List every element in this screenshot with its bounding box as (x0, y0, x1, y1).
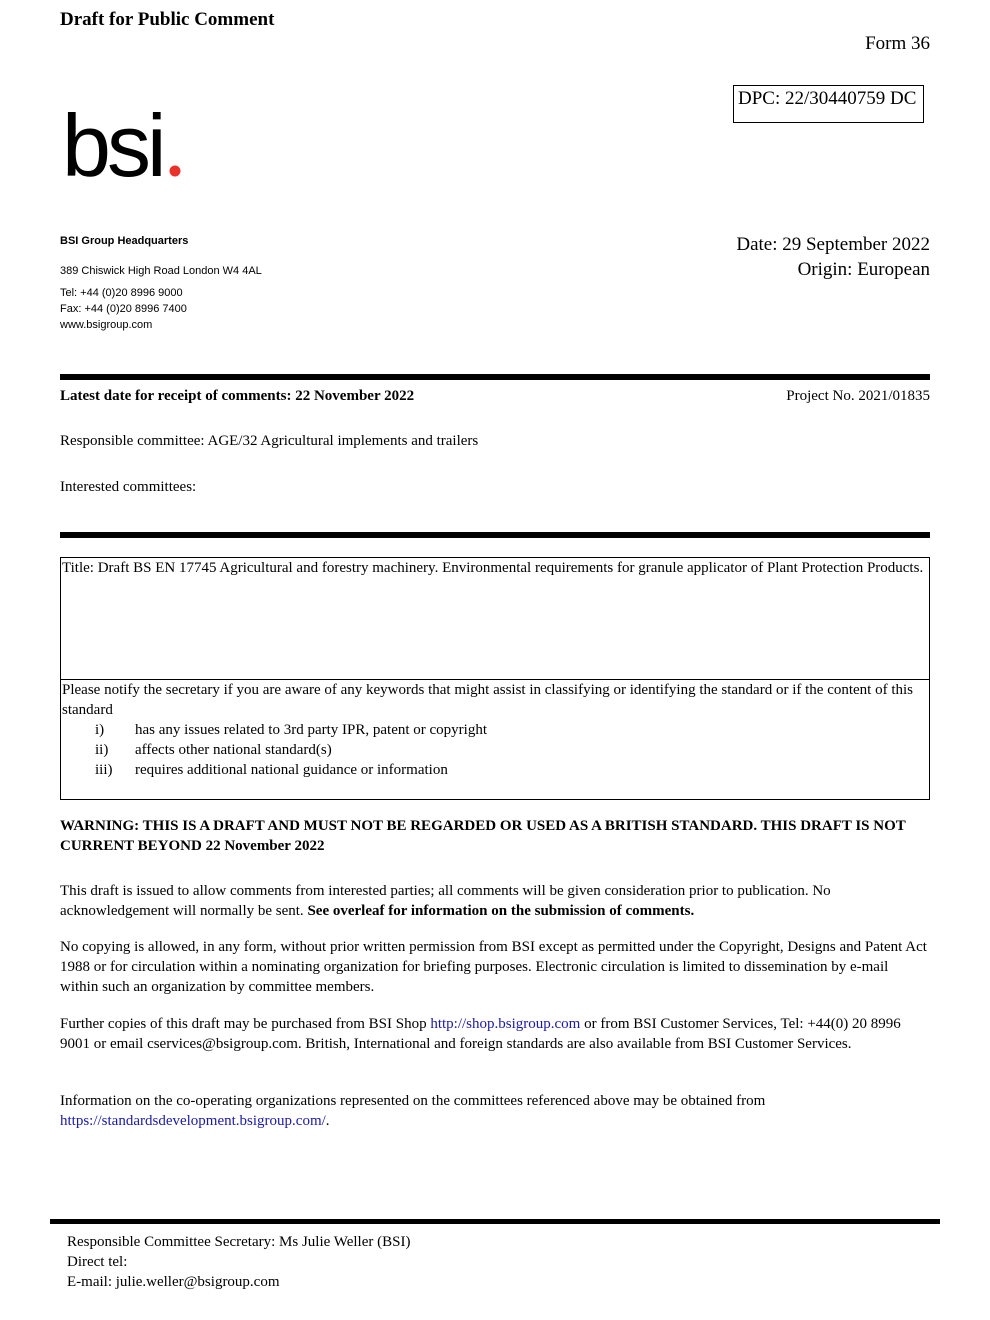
secretary-email: E-mail: julie.weller@bsigroup.com (67, 1274, 280, 1290)
responsible-committee: Responsible committee: AGE/32 Agricultural implements and trailers (60, 433, 479, 449)
middle-divider (60, 532, 930, 538)
hq-title: BSI Group Headquarters (60, 235, 189, 247)
overleaf-note: See overleaf for information on the submission of comments. (307, 903, 695, 919)
hq-tel: Tel: +44 (0)20 8996 9000 (60, 287, 183, 299)
comments-deadline-row (60, 388, 930, 405)
direct-tel: Direct tel: (67, 1254, 128, 1270)
hq-address: 389 Chiswick High Road London W4 4AL (60, 265, 262, 277)
date-origin-block (736, 232, 930, 282)
paragraph-organizations: Information on the co-operating organizations represented on the committees referenced above may be obtained from https://standardsdevelopment.bsigroup.com/. (60, 1093, 766, 1129)
standard-title: Title: Draft BS EN 17745 Agricultural and forestry machinery. Environmental requirements for granule applicator of Plant Protection Products. (61, 558, 929, 680)
draft-label: Draft for Public Comment (60, 9, 275, 30)
standards-development-link[interactable]: https://standardsdevelopment.bsigroup.com/ (60, 1113, 326, 1129)
project-number: Project No. 2021/01835 (786, 388, 930, 404)
notify-section (61, 680, 929, 780)
paragraph-comments: This draft is issued to allow comments from interested parties; all comments will be given consideration prior to publication. No acknowledgement will normally be sent. See overleaf for information on the submission of comments. (60, 883, 831, 919)
title-box (60, 557, 930, 800)
shop-link[interactable]: http://shop.bsigroup.com (430, 1016, 581, 1032)
draft-warning: WARNING: THIS IS A DRAFT AND MUST NOT BE REGARDED OR USED AS A BRITISH STANDARD. THIS DRAFT IS NOT CURRENT BEYOND 22 November 2022 (60, 818, 906, 854)
paragraph-copying: No copying is allowed, in any form, without prior written permission from BSI except as permitted under the Copyright, Designs and Patent Act 1988 or for circulation within a nominating organization for briefing purposes. Electronic circulation is limited to dissemination by e-mail within such an organization by committee members. (60, 939, 927, 995)
hq-web: www.bsigroup.com (60, 319, 153, 331)
bsi-logo (62, 98, 192, 188)
top-divider (60, 374, 930, 380)
footer-divider (50, 1219, 940, 1224)
list-item: iii) requires additional national guidance or information (95, 762, 448, 778)
dpc-reference-box: DPC: 22/30440759 DC (733, 85, 924, 123)
hq-fax: Fax: +44 (0)20 8996 7400 (60, 303, 187, 315)
bsi-logo-text: bsi (62, 98, 163, 188)
footer-contact (67, 1232, 410, 1292)
notify-list (62, 720, 928, 780)
notify-intro: Please notify the secretary if you are aware of any keywords that might assist in classifying or identifying the standard or if the content of this standard (62, 682, 914, 718)
list-item: i) has any issues related to 3rd party IPR, patent or copyright (95, 722, 488, 738)
paragraph-copies: Further copies of this draft may be purchased from BSI Shop http://shop.bsigroup.com or from BSI Customer Services, Tel: +44(0) 20 8996 9001 or email cservices@bsigroup.com. British, International and foreign standards are also available from BSI Customer Services. (60, 1016, 901, 1052)
latest-date: Latest date for receipt of comments: 22 November 2022 (60, 388, 415, 404)
document-origin: Origin: European (797, 259, 930, 280)
bsi-logo-dot (170, 166, 181, 177)
form-number: Form 36 (865, 33, 930, 54)
hq-address-block (60, 233, 262, 333)
interested-committees: Interested committees: (60, 479, 197, 495)
list-item: ii) affects other national standard(s) (95, 742, 332, 758)
document-date: Date: 29 September 2022 (736, 234, 930, 255)
committee-secretary: Responsible Committee Secretary: Ms Julie Weller (BSI) (67, 1234, 411, 1250)
